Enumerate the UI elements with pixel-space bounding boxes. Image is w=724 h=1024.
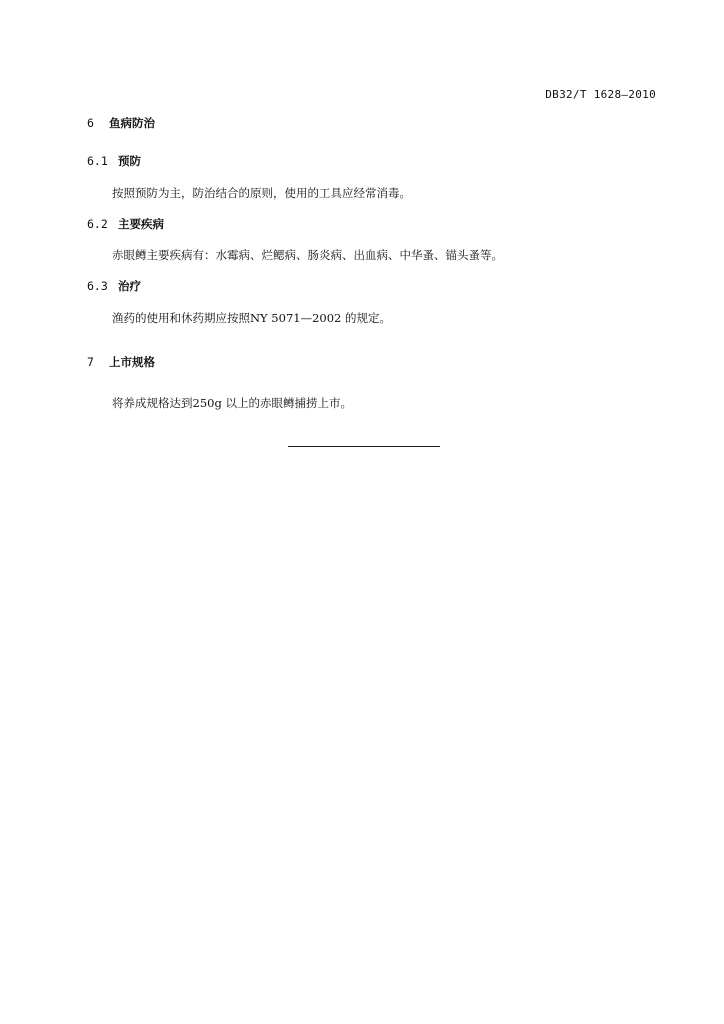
section-7-paragraph: 将养成规格达到250g 以上的赤眼鳟捕捞上市。 [112, 396, 352, 410]
end-of-document-rule [288, 446, 440, 447]
section-6-1-paragraph: 按照预防为主，防治结合的原则，使用的工具应经常消毒。 [112, 186, 411, 200]
section-6-2-paragraph: 赤眼鳟主要疾病有：水霉病、烂鳃病、肠炎病、出血病、中华蚤、锚头蚤等。 [112, 248, 503, 262]
section-6-3-paragraph: 渔药的使用和休药期应按照NY 5071—2002 的规定。 [112, 311, 391, 325]
document-code: DB32/T 1628—2010 [545, 88, 656, 101]
section-number: 6.3 [87, 279, 108, 293]
section-title: 主要疾病 [118, 217, 164, 231]
section-title: 上市规格 [109, 355, 155, 369]
section-6-3-heading [87, 278, 141, 294]
section-number: 6.1 [87, 154, 108, 168]
section-7-heading [87, 354, 155, 370]
section-title: 预防 [118, 154, 141, 168]
section-number: 7 [87, 355, 94, 369]
section-6-heading [87, 115, 155, 131]
section-title: 鱼病防治 [109, 116, 155, 130]
section-6-1-heading [87, 153, 141, 169]
section-6-2-heading [87, 216, 164, 232]
section-number: 6 [87, 116, 94, 130]
section-title: 治疗 [118, 279, 141, 293]
section-number: 6.2 [87, 217, 108, 231]
